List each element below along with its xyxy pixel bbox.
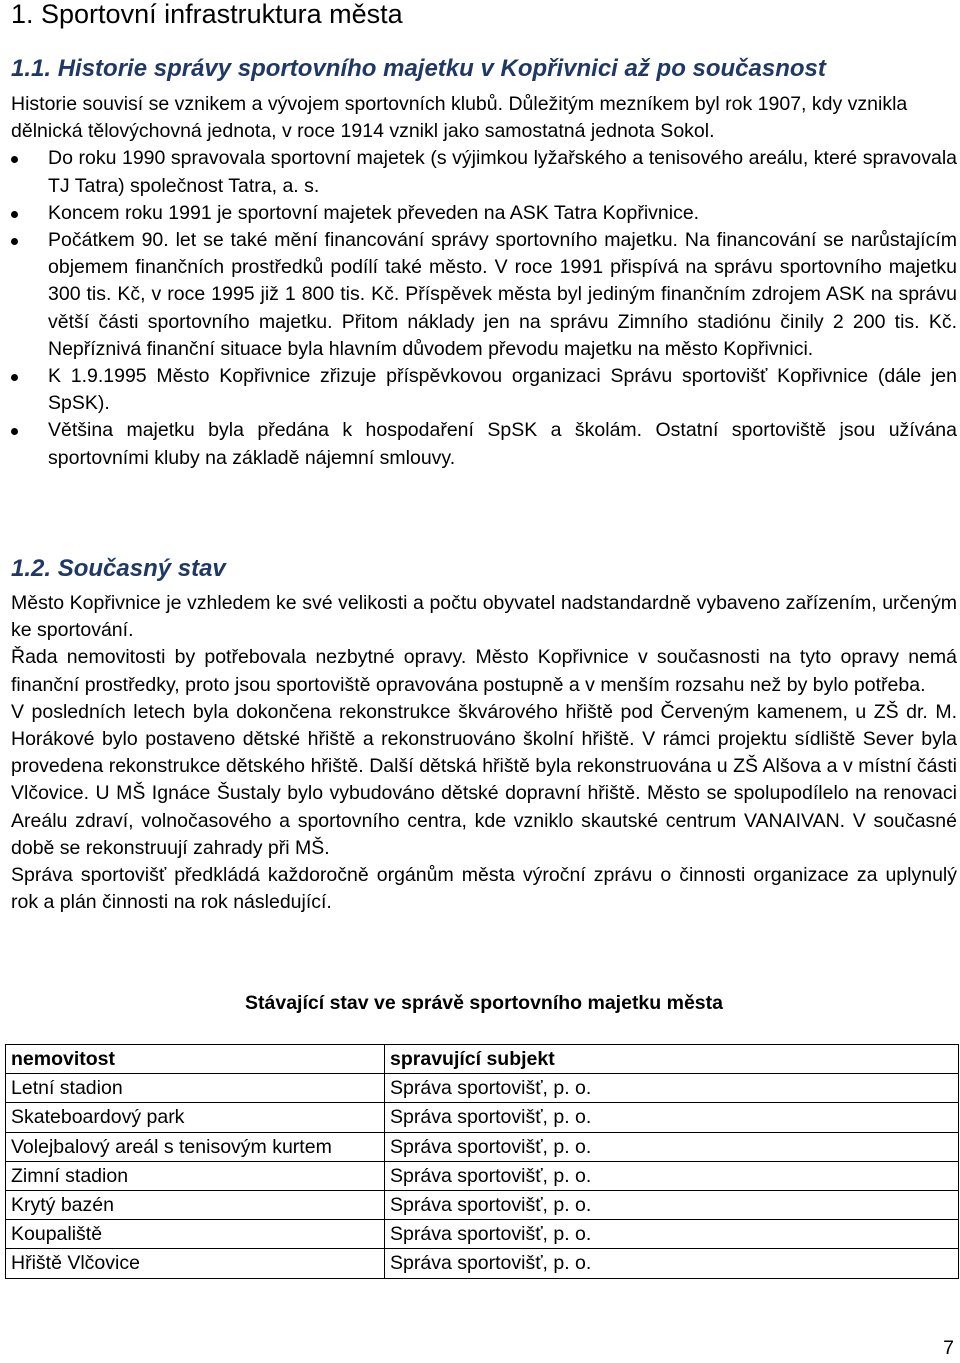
section-1-2-body: [11, 590, 957, 916]
history-bullet-list: [11, 145, 957, 471]
property-table: [5, 1044, 959, 1279]
bullet-icon: [11, 374, 18, 381]
current-state-paragraph: Správa sportovišť předkládá každoročně orgánům města výroční zprávu o činnosti organizace za uplynulý rok a plán činnosti na rok následující.: [11, 864, 957, 914]
column-header-property: nemovitost: [6, 1045, 385, 1074]
section-1-1-intro: Historie souvisí se vznikem a vývojem sportovních klubů. Důležitým mezníkem byl rok 1907, kdy vznikla dělnická tělovýchovná jednota, v roce 1914 vznikl jako samostatná jednota Sokol.: [11, 93, 908, 143]
table-row: [6, 1103, 959, 1132]
section-1-1-body: [11, 91, 957, 472]
administrator-cell: Správa sportovišť, p. o.: [385, 1132, 959, 1161]
column-header-administrator: spravující subjekt: [385, 1045, 959, 1074]
page-heading: 1. Sportovní infrastruktura města: [11, 0, 403, 29]
bullet-icon: [11, 238, 18, 245]
current-state-paragraph: Řada nemovitosti by potřebovala nezbytné opravy. Město Kopřivnice v současnosti na tyto opravy nemá finanční prostředky, proto jsou sportoviště opravována postupně a v menším rozsahu než by bylo potřeba.: [11, 646, 957, 696]
table-title: Stávající stav ve správě sportovního majetku města: [245, 992, 723, 1014]
bullet-icon: [11, 428, 18, 435]
administrator-cell: Správa sportovišť, p. o.: [385, 1161, 959, 1190]
property-cell: Krytý bazén: [6, 1191, 385, 1220]
history-bullet: K 1.9.1995 Město Kopřivnice zřizuje příspěvkovou organizaci Správu sportovišť Kopřivnice (dále jen SpSK).: [11, 363, 957, 417]
section-1-1-title: 1.1. Historie správy sportovního majetku v Kopřivnici až po současnost: [11, 55, 826, 82]
page-number: 7: [943, 1337, 954, 1359]
table-header-row: [6, 1045, 959, 1074]
history-bullet: Koncem roku 1991 je sportovní majetek převeden na ASK Tatra Kopřivnice.: [11, 200, 957, 227]
table-row: [6, 1132, 959, 1161]
bullet-icon: [11, 211, 18, 218]
section-1-2-title: 1.2. Současný stav: [11, 555, 226, 582]
administrator-cell: Správa sportovišť, p. o.: [385, 1103, 959, 1132]
administrator-cell: Správa sportovišť, p. o.: [385, 1191, 959, 1220]
property-cell: Koupaliště: [6, 1220, 385, 1249]
table-row: [6, 1161, 959, 1190]
administrator-cell: Správa sportovišť, p. o.: [385, 1074, 959, 1103]
administrator-cell: Správa sportovišť, p. o.: [385, 1220, 959, 1249]
current-state-paragraph: V posledních letech byla dokončena rekonstrukce škvárového hřiště pod Červeným kamenem, u ZŠ dr. M. Horákové bylo postaveno dětské hřiště a rekonstruováno školní hřiště. V rámci projektu sídliště Sever byla provedena rekonstrukce dětského hřiště. Další dětská hřiště byla rekonstruována u ZŠ Alšova a v místní části Vlčovice. U MŠ Ignáce Šustaly bylo vybudováno dětské dopravní hřiště. Město se spolupodílelo na renovaci Areálu zdraví, volnočasového a sportovního centra, kde vzniklo skautské centrum VANAIVAN. V současné době se rekonstruují zahrady při MŠ.: [11, 700, 957, 859]
table-row: [6, 1249, 959, 1278]
table-row: [6, 1191, 959, 1220]
history-bullet: Většina majetku byla předána k hospodaření SpSK a školám. Ostatní sportoviště jsou užívána sportovními kluby na základě nájemní smlouvy.: [11, 417, 957, 471]
bullet-icon: [11, 156, 18, 163]
property-cell: Zimní stadion: [6, 1161, 385, 1190]
history-bullet: Počátkem 90. let se také mění financování správy sportovního majetku. Na financování se narůstajícím objemem finančních prostředků podílí také město. V roce 1991 přispívá na správu sportovního majetku 300 tis. Kč, v roce 1995 již 1 800 tis. Kč. Příspěvek města byl jediným finančním zdrojem ASK na správu větší části sportovního majetku. Přitom náklady jen na správu Zimního stadiónu činily 2 200 tis. Kč. Nepříznivá finanční situace byla hlavním důvodem převodu majetku na město Kopřivnici.: [11, 227, 957, 363]
table-row: [6, 1220, 959, 1249]
history-bullet: Do roku 1990 spravovala sportovní majetek (s výjimkou lyžařského a tenisového areálu, které spravovala TJ Tatra) společnost Tatra, a. s.: [11, 145, 957, 199]
property-cell: Skateboardový park: [6, 1103, 385, 1132]
property-cell: Hřiště Vlčovice: [6, 1249, 385, 1278]
table-row: [6, 1074, 959, 1103]
current-state-paragraph: Město Kopřivnice je vzhledem ke své velikosti a počtu obyvatel nadstandardně vybaveno zařízením, určeným ke sportování.: [11, 592, 957, 642]
property-cell: Volejbalový areál s tenisovým kurtem: [6, 1132, 385, 1161]
property-cell: Letní stadion: [6, 1074, 385, 1103]
administrator-cell: Správa sportovišť, p. o.: [385, 1249, 959, 1278]
